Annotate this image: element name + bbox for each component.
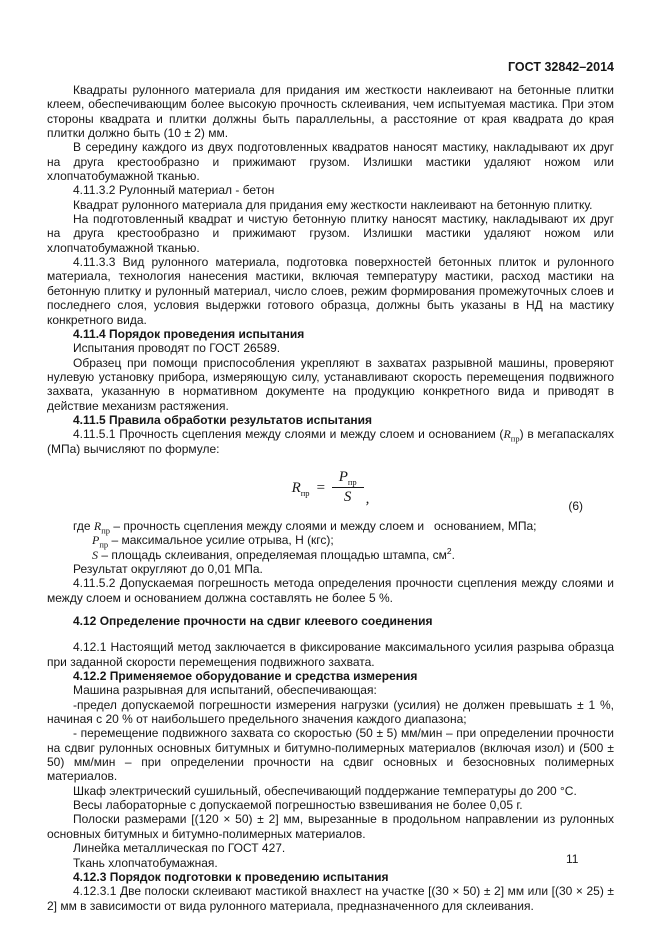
formula-block — [47, 459, 614, 517]
heading-4-11-4: 4.11.4 Порядок проведения испытания — [73, 326, 305, 341]
heading-4-12-3: 4.12.3 Порядок подготовки к проведению испытания — [73, 869, 389, 884]
numerator-sub: пр — [347, 477, 357, 488]
equation-number: (6) — [568, 498, 583, 513]
doc-code-header: ГОСТ 32842–2014 — [508, 60, 614, 74]
where-var-s: S — [92, 547, 98, 562]
paragraph-square-concrete: Квадрат рулонного материала для придания ему жесткости наклеивают на бетонную плитку. — [73, 197, 593, 212]
where-var-r-sub: пр — [101, 525, 111, 536]
section-heading-4-12: 4.12 Определение прочности на сдвиг клеевого соединения — [73, 614, 433, 628]
formula-lhs-sub: пр — [300, 487, 310, 498]
clause-4-12-3-1: 4.12.3.1 Две полоски склеивают мастикой внахлест на участке [(30 × 50) ± 2] мм или [(30 × 25) ± 2] мм в зависимости от вида рулонного материала, предназначенного для склеивания. — [47, 884, 614, 913]
where-s-superscript: 2 — [446, 545, 452, 556]
paragraph-prepared-square: На подготовленный квадрат и чистую бетонную плитку наносят мастику, накладывают их друг на друга крестообразно и прижимают грузом. Излишки мастики удаляют ножом или хлопчатобумажной тканью. — [47, 212, 614, 255]
formula-rpr — [292, 469, 370, 507]
where-line-p — [47, 533, 614, 550]
formula-lhs-base: R — [291, 479, 301, 496]
paragraph-formula-intro — [47, 427, 618, 456]
clause-4-11-3-3: 4.11.3.3 Вид рулонного материала, подготовка поверхностей бетонных плиток и рулонного материала, технология нанесения мастики, включая температуру мастики, расход мастики на бетонную плитку и рулонный материал, число слоев, режим формирования промежуточных слоев и последнего слоя, условия выдержки готового образца, должны быть указаны в НД на мастику конкретного вида. — [47, 255, 614, 327]
paragraph-error-limit: -предел допускаемой погрешности измерения нагрузки (усилия) не должен превышать ± 1 %, начиная с 20 % от наибольшего предельного значения каждого диапазона; — [47, 697, 614, 727]
where-s-tail: . — [451, 547, 455, 562]
fraction — [332, 469, 364, 507]
paragraph-lab-scales: Весы лабораторные с допускаемой погрешностью взвешивания не более 0,05 г. — [73, 798, 523, 813]
where-r-description: – прочность сцепления между слоями и между слоем и основанием, МПа; — [110, 518, 537, 533]
where-var-p-sub: пр — [99, 539, 109, 550]
paragraph-specimen-machine: Образец при помощи приспособления укрепляют в захватах разрывной машины, проверяют нулевую установку прибора, измеряющую силу, устанавливают скорость перемещения подвижного захвата, указанную в нормативном документе на продукцию конкретного вида и приводят в действие механизм растяжения. — [47, 355, 614, 413]
paragraph-squares-glueing: Квадраты рулонного материала для придания им жесткости наклеивают на бетонные плитки клеем, обеспечивающим более высокую прочность склеивания, чем испытуемая мастика. При этом стороны квадрата и плитки должны быть параллельны, а расстояние от края квадрата до края плитки должно быть (10 ± 2) мм. — [47, 83, 614, 141]
heading-4-11-5: 4.11.5 Правила обработки результатов испытания — [73, 412, 372, 427]
paragraph-drying-cabinet: Шкаф электрический сушильный, обеспечивающий поддержание температуры до 200 °С. — [73, 783, 577, 798]
equals-sign: = — [315, 479, 326, 496]
heading-4-12-2: 4.12.2 Применяемое оборудование и средства измерения — [73, 669, 418, 684]
where-var-r: R — [93, 518, 102, 533]
where-var-p: P — [92, 533, 100, 548]
numerator-base: P — [338, 469, 348, 486]
where-prefix: где — [73, 518, 94, 533]
paragraph-test-gost-26589: Испытания проводят по ГОСТ 26589. — [73, 341, 281, 356]
paragraph-mastic-application: В середину каждого из двух подготовленных квадратов наносят мастику, накладывают их друг на друга крестообразно и прижимают грузом. Излишки мастики удаляют ножом или хлопчатобумажной тканью. — [47, 140, 614, 184]
fraction-numerator — [332, 469, 364, 488]
formula-comma: , — [365, 491, 370, 508]
fraction-denominator: S — [343, 489, 352, 506]
paragraph-metal-ruler: Линейка металлическая по ГОСТ 427. — [73, 841, 286, 856]
paragraph-tensile-machine: Машина разрывная для испытаний, обеспечивающая: — [73, 683, 377, 698]
formula-intro-var-r: R — [503, 427, 511, 442]
where-line-s — [47, 545, 614, 562]
formula-intro-var-sub: пр — [510, 433, 520, 444]
clause-4-11-5-2: 4.11.5.2 Допускаемая погрешность метода определения прочности сцепления между слоями и между слоем и основанием должна составлять не более 5 %. — [47, 576, 614, 605]
formula-lhs — [291, 479, 310, 498]
clause-4-12-1: 4.12.1 Настоящий метод заключается в фиксирование максимального усилия разрыва образца при заданной скорости перемещения подвижного захвата. — [47, 640, 614, 669]
paragraph-cotton-cloth: Ткань хлопчатобумажная. — [73, 855, 218, 870]
paragraph-strips: Полоски размерами [(120 × 50) ± 2] мм, вырезанные в продольном направлении из рулонных основных битумных и битумно-полимерных материалов. — [47, 812, 614, 841]
where-line-r — [47, 518, 614, 536]
paragraph-rounding: Результат округляют до 0,01 МПа. — [73, 561, 263, 576]
document-content — [47, 83, 618, 913]
page-number: 11 — [566, 852, 579, 866]
where-p-description: – максимальное усилие отрыва, Н (кгс); — [108, 533, 334, 548]
clause-4-11-3-2: 4.11.3.2 Рулонный материал - бетон — [73, 183, 275, 198]
formula-intro-text-after: ) в мегапаскалях (МПа) вычисляют по формуле: — [47, 427, 618, 456]
formula-intro-text: 4.11.5.1 Прочность сцепления между слоями и между слоем и основанием ( — [73, 427, 504, 442]
paragraph-grip-speed: - перемещение подвижного захвата со скоростью (50 ± 5) мм/мин – при определении прочности на сдвиг рулонных основных битумных и битумно-полимерных материалов (включая изол) и (500 ± 50) мм/мин – при определении прочности на сдвиг основных и безосновных полимерных материалов. — [47, 726, 614, 784]
where-s-description: – площадь склеивания, определяемая площадью штампа, см — [98, 547, 447, 562]
